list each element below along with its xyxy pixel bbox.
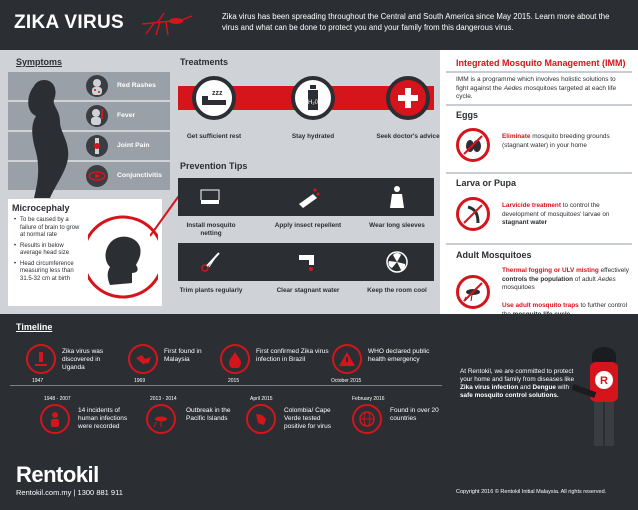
tap-icon — [295, 249, 321, 275]
eye-icon — [86, 165, 108, 187]
text: to further control — [580, 302, 628, 309]
timeline-year: October 2015 — [331, 378, 362, 384]
prevention-label: Clear stagnant water — [276, 287, 340, 294]
fan-icon — [384, 249, 410, 275]
mosquito-icon — [146, 404, 176, 434]
contact-info: Rentokil.com.my | 1300 881 911 — [16, 488, 123, 497]
divider — [446, 243, 632, 245]
symptoms-title: Symptoms — [16, 57, 63, 67]
timeline-event: First found in Malaysia — [164, 348, 202, 363]
larva-text — [502, 202, 630, 228]
treatment-doctor — [386, 76, 430, 120]
timeline-year: 1947 — [32, 378, 44, 384]
promo-text — [460, 368, 580, 400]
treatment-rest — [192, 76, 236, 120]
timeline-axis — [10, 385, 442, 386]
technician-icon — [572, 326, 638, 452]
prevention-label: Trim plants regularly — [179, 287, 243, 294]
symptom-label: Conjunctivitis — [117, 172, 162, 179]
text-em: Aedes — [597, 275, 616, 283]
divider — [446, 172, 632, 174]
timeline-year: 2015 — [228, 378, 240, 384]
long-sleeve-icon — [384, 184, 410, 210]
adult-text — [502, 267, 632, 293]
medical-cross-icon — [396, 86, 420, 110]
text-bold: stagnant water — [502, 219, 548, 226]
larva-title: Larva or Pupa — [456, 178, 517, 188]
baby-head-icon — [88, 213, 158, 301]
timeline-year: April 2015 — [250, 396, 273, 402]
text: effectively — [598, 267, 629, 274]
text: IMM is a programme which involves holistic solutions to fight against the — [456, 76, 616, 92]
symptom-label: Fever — [117, 112, 136, 119]
adult-title: Adult Mosquitoes — [456, 250, 532, 260]
timeline-event: First confirmed Zika virus infection in Brazil — [256, 348, 329, 363]
malaysia-map-icon — [128, 344, 158, 374]
prevention-label: Install mosquito netting — [186, 222, 236, 237]
timeline-year: 2013 - 2014 — [150, 396, 177, 402]
timeline-year: February 2016 — [352, 396, 385, 402]
symptom-red-rashes — [86, 72, 168, 100]
copyright-text: Copyright 2016 © Rentokil Initial Malaysia. All rights reserved. — [456, 489, 607, 495]
symptom-joint-pain — [86, 132, 168, 160]
water-bottle-icon — [303, 84, 323, 112]
eggs-title: Eggs — [456, 110, 479, 120]
text: mosquito breeding grounds — [530, 133, 610, 140]
pregnant-woman-icon — [14, 76, 74, 206]
text: At Rentokil, we are committed to protect your home and family from diseases like — [460, 368, 575, 383]
brand-logo: Rentokil — [16, 462, 99, 487]
text: mosquitoes — [502, 284, 535, 291]
text-bold: controls the population — [502, 275, 574, 283]
warning-icon — [332, 344, 362, 374]
prevention-title: Prevention Tips — [180, 161, 248, 171]
text-bold: Dengue — [532, 384, 556, 391]
text-red: Eliminate — [502, 133, 531, 140]
text-red: Larvicide treatment — [502, 202, 561, 209]
symptom-label: Red Rashes — [117, 82, 156, 89]
person-icon — [40, 404, 70, 434]
spray-icon — [295, 184, 321, 210]
timeline-year: 1969 — [134, 378, 146, 384]
imm-title: Integrated Mosquito Management (IMM) — [456, 58, 626, 68]
timeline-event: 14 incidents of human infections were recorded — [78, 407, 128, 430]
text-red: Use adult mosquito traps — [502, 302, 579, 309]
prevention-label: Wear long sleeves — [369, 222, 425, 229]
divider — [446, 104, 632, 106]
list-item: • Head circumference measuring less than 31.5-32 cm at birth — [14, 261, 84, 284]
text-red: Thermal fogging or ULV misting — [502, 267, 599, 274]
text-bold: Zika virus infection — [460, 384, 519, 391]
map-icon — [246, 404, 276, 434]
treatment-hydrate — [291, 76, 335, 120]
timeline-event: Zika virus was discovered in Uganda — [62, 348, 104, 371]
text: and — [518, 384, 533, 391]
svg-text:zzz: zzz — [212, 90, 223, 97]
text: mosquitoes targeted at each life cycle. — [456, 84, 617, 100]
imm-description — [456, 76, 628, 102]
timeline-event: Colombia/ Cape Verde tested positive for virus — [284, 407, 331, 430]
microcephaly-card — [8, 199, 162, 306]
fever-icon — [86, 105, 108, 127]
microcephaly-list — [14, 217, 84, 286]
treatments-title: Treatments — [180, 57, 229, 67]
text: to control the development of mosquitoes' larvae on — [502, 202, 610, 218]
intro-text: Zika virus has been spreading throughout the Central and South America since May 2015. Learn more about the virus and what can be done to protect you and your family from this dangerous virus. — [222, 12, 610, 32]
prevention-label: Apply insect repellent — [274, 222, 342, 229]
mosquito-icon — [138, 10, 194, 38]
symptom-label: Joint Pain — [117, 142, 150, 149]
list-item: • To be caused by a failure of brain to grow at normal rate — [14, 217, 84, 240]
page-title: ZIKA VIRUS — [14, 12, 124, 33]
text: of adult — [573, 275, 598, 283]
list-item: • Results in below average head size — [14, 243, 84, 258]
treatment-label: Stay hydrated — [291, 133, 335, 140]
larva-icon — [456, 197, 490, 231]
prevention-label: Keep the room cool — [367, 287, 427, 294]
treatment-label: Get sufficient rest — [186, 133, 242, 140]
adult-mosquito-icon — [456, 275, 490, 309]
text-em: Aedes — [503, 84, 523, 92]
divider — [446, 71, 632, 73]
bed-net-icon — [197, 184, 223, 210]
symptom-fever — [86, 102, 168, 130]
eggs-icon — [456, 128, 490, 162]
rash-icon — [86, 75, 108, 97]
svg-text:R: R — [600, 375, 608, 387]
timeline-year: 1948 - 2007 — [44, 396, 71, 402]
globe-icon — [352, 404, 382, 434]
text: (stagnant water) in your home — [502, 141, 587, 149]
text: with — [555, 384, 570, 391]
bed-icon — [200, 86, 228, 110]
svg-text:H₂0: H₂0 — [308, 100, 318, 106]
treatment-label: Seek doctor's advice — [376, 133, 440, 140]
eggs-text — [502, 133, 630, 150]
blood-drop-icon — [220, 344, 250, 374]
timeline-event: Outbreak in the Pacific Islands — [186, 407, 231, 422]
microscope-icon — [26, 344, 56, 374]
timeline-event: Found in over 20 countries — [390, 407, 439, 422]
timeline-event: WHO declared public health emergency — [368, 348, 430, 363]
timeline-title: Timeline — [16, 322, 53, 332]
text-bold: safe mosquito control solutions. — [460, 392, 559, 399]
joint-pain-icon — [86, 135, 108, 157]
microcephaly-title: Microcephaly — [12, 203, 70, 213]
scissors-icon — [197, 249, 223, 275]
